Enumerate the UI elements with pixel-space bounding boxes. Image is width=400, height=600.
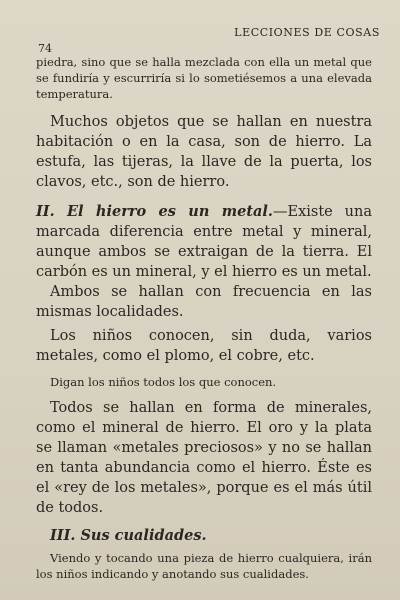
section-two-text: —Existe una marcada diferencia entre metal y mineral, aunque ambos se extraigan de la tierra. El carbón es un mineral, y el hierro es un metal. [36, 204, 372, 280]
paragraph-localities: Ambos se hallan con frecuencia en las mismas localidades. [36, 284, 372, 320]
paragraph-minerals: Todos se hallan en forma de minerales, como el mineral de hierro. El oro y la plata se llaman «metales preciosos» y no se hallan en tanta abundancia como el hierro. Éste es el «rey de los metales», porque es el más útil de todos. [36, 400, 372, 516]
paragraph-iron-objects: Muchos objetos que se hallan en nuestra habitación o en la casa, son de hierro. La estufa, las tijeras, la llave de la puerta, los clavos, etc., son de hierro. [36, 114, 372, 190]
section-two [36, 202, 372, 282]
running-header: LECCIONES DE COSAS [234, 26, 380, 39]
paragraph-qualities: Viendo y tocando una pieza de hierro cualquiera, irán los niños indicando y anotando sus cualidades. [36, 551, 372, 581]
page-number: 74 [38, 42, 52, 55]
section-three [36, 526, 372, 546]
page-body [36, 54, 372, 582]
section-two-title: II. El hierro es un metal. [36, 203, 273, 220]
instruction-note: Digan los niños todos los que conocen. [50, 375, 277, 389]
section-three-title: III. Sus cualidades. [50, 527, 207, 544]
paragraph-continuation: piedra, sino que se halla mezclada con ella un metal que se fundiría y escurriría si lo sometiésemos a una elevada temperatura. [36, 55, 372, 101]
paragraph-metals: Los niños conocen, sin duda, varios metales, como el plomo, el cobre, etc. [36, 328, 372, 364]
